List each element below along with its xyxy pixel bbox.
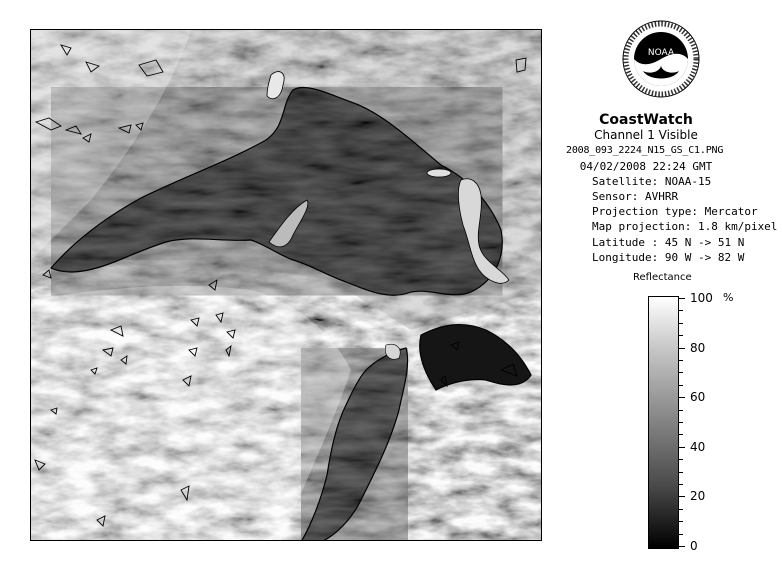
colorbar-tick-label: 100 bbox=[690, 291, 713, 305]
colorbar-tick bbox=[679, 298, 685, 299]
colorbar-tick bbox=[679, 459, 683, 460]
colorbar-tick bbox=[679, 360, 683, 361]
colorbar-tick bbox=[679, 521, 683, 522]
colorbar-tick bbox=[679, 323, 683, 324]
longitude: Longitude: 90 W -> 82 W bbox=[592, 250, 745, 264]
colorbar-tick bbox=[679, 335, 683, 336]
logo-text: NOAA bbox=[647, 48, 675, 58]
latitude: Latitude : 45 N -> 51 N bbox=[592, 235, 745, 249]
map-projection: Map projection: 1.8 km/pixel bbox=[592, 220, 778, 234]
colorbar-tick bbox=[679, 447, 685, 448]
legend-unit: % bbox=[723, 291, 734, 304]
satellite: Satellite: NOAA-15 bbox=[592, 174, 712, 188]
legend-title: Reflectance bbox=[633, 272, 692, 283]
colorbar-tick-label: 40 bbox=[690, 439, 706, 454]
colorbar-tick bbox=[679, 397, 685, 398]
colorbar-tick bbox=[679, 348, 685, 349]
colorbar-tick bbox=[679, 534, 683, 535]
colorbar-tick bbox=[679, 422, 683, 423]
noaa-logo-icon bbox=[621, 19, 701, 99]
satellite-image bbox=[31, 30, 542, 541]
colorbar-tick bbox=[679, 434, 683, 435]
channel-label: Channel 1 Visible bbox=[594, 128, 698, 143]
sensor: Sensor: AVHRR bbox=[592, 190, 679, 204]
colorbar-tick bbox=[679, 410, 683, 411]
filename: 2008_093_2224_N15_GS_C1.PNG bbox=[566, 145, 724, 157]
colorbar-tick-label: 20 bbox=[690, 489, 706, 504]
colorbar-tick bbox=[679, 310, 683, 311]
colorbar-tick bbox=[679, 509, 683, 510]
colorbar-tick-label: 80 bbox=[690, 340, 706, 355]
reflectance-colorbar bbox=[648, 296, 679, 549]
colorbar-tick bbox=[679, 385, 683, 386]
product-title: CoastWatch bbox=[599, 112, 693, 128]
projection-type: Projection type: Mercator bbox=[592, 205, 758, 219]
colorbar-tick bbox=[679, 484, 683, 485]
datetime: 04/02/2008 22:24 GMT bbox=[579, 159, 713, 173]
colorbar-tick bbox=[679, 472, 683, 473]
satellite-map bbox=[30, 29, 542, 541]
colorbar-tick bbox=[679, 546, 685, 547]
colorbar-tick bbox=[679, 496, 685, 497]
colorbar-tick-label: 60 bbox=[690, 390, 706, 405]
colorbar-tick-label: 0 bbox=[690, 539, 698, 553]
colorbar-tick bbox=[679, 372, 683, 373]
metadata-panel bbox=[564, 113, 782, 265]
